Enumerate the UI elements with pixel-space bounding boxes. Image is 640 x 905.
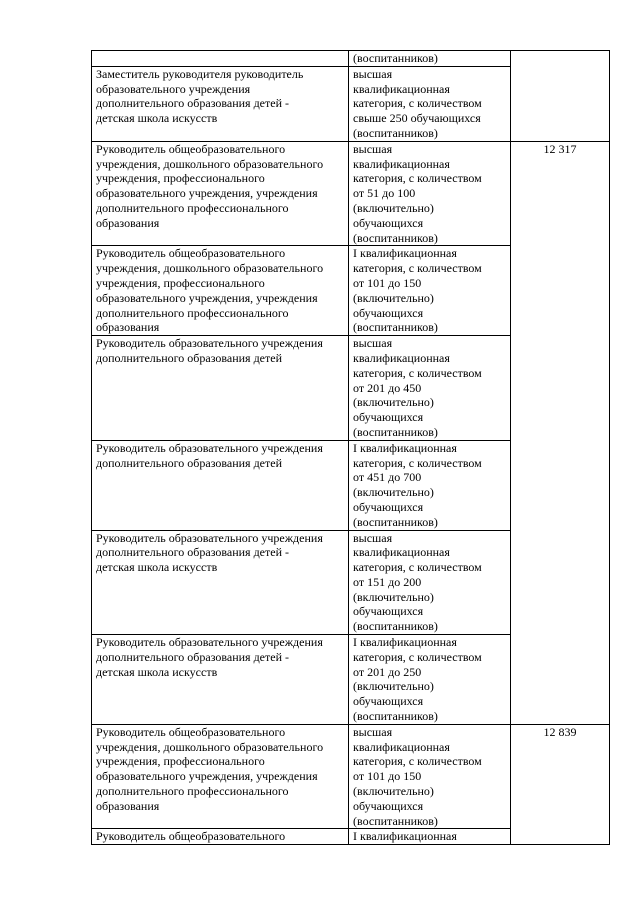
category-text: высшая квалификационная категория, с количеством от 201 до 450 (включительно) обучающихся (воспитанников) [353, 336, 482, 439]
category-text: I квалификационная категория, с количеством от 101 до 150 (включительно) обучающихся (воспитанников) [353, 246, 482, 335]
position-text: Руководитель общеобразовательного учреждения, дошкольного образовательного учреждения, профессионального образовательного учреждения, учреждения дополнительного профессионального образования [96, 724, 324, 813]
position-text: Руководитель образовательного учреждения дополнительного образования детей - детская школа искусств [96, 530, 323, 575]
position-cell [92, 66, 349, 141]
category-text: (воспитанников) [353, 51, 438, 65]
salary-text: 12 317 [543, 141, 577, 156]
category-text: I квалификационная категория, с количеством от 201 до 250 (включительно) обучающихся (воспитанников) [353, 635, 482, 724]
category-text: высшая квалификационная категория, с количеством свыше 250 обучающихся (воспитанников) [353, 66, 482, 140]
category-cell [349, 530, 511, 635]
table-row [92, 141, 610, 246]
category-cell [349, 66, 511, 141]
category-text: высшая квалификационная категория, с количеством от 101 до 150 (включительно) обучающихся (воспитанников) [353, 724, 482, 828]
category-text: высшая квалификационная категория, с количеством от 51 до 100 (включительно) обучающихся (воспитанников) [353, 141, 482, 245]
salary-table-body [92, 51, 610, 845]
position-cell [92, 141, 349, 246]
position-cell [92, 530, 349, 635]
position-text: Руководитель образовательного учреждения дополнительного образования детей [96, 336, 323, 365]
position-text: Руководитель образовательного учреждения дополнительного образования детей - детская школа искусств [96, 635, 323, 679]
position-text: Руководитель общеобразовательного [96, 829, 286, 844]
category-text: I квалификационная категория, с количеством от 451 до 700 (включительно) обучающихся (воспитанников) [353, 440, 482, 529]
position-cell [92, 829, 349, 845]
position-text: Заместитель руководителя руководитель образовательного учреждения дополнительного образования детей - детская школа искусств [96, 66, 304, 126]
position-cell [92, 635, 349, 725]
position-cell [92, 246, 349, 336]
salary-cell [511, 51, 610, 142]
salary-cell [511, 724, 610, 844]
document-page [91, 50, 610, 845]
position-cell [92, 724, 349, 829]
salary-cell [511, 141, 610, 724]
category-text: высшая квалификационная категория, с количеством от 151 до 200 (включительно) обучающихся (воспитанников) [353, 530, 482, 634]
position-cell [92, 440, 349, 530]
category-cell [349, 246, 511, 336]
category-cell [349, 635, 511, 725]
category-text: I квалификационная [353, 829, 457, 844]
salary-table [91, 50, 610, 845]
category-cell [349, 336, 511, 441]
position-text: Руководитель общеобразовательного учреждения, дошкольного образовательного учреждения, профессионального образовательного учреждения, учреждения дополнительного профессионального образования [96, 246, 324, 335]
position-text: Руководитель образовательного учреждения дополнительного образования детей [96, 440, 323, 470]
table-row [92, 51, 610, 67]
position-text: Руководитель общеобразовательного учреждения, дошкольного образовательного учреждения, профессионального образовательного учреждения, учреждения дополнительного профессионального образования [96, 141, 324, 230]
category-cell [349, 829, 511, 845]
position-cell [92, 51, 349, 67]
category-cell [349, 51, 511, 67]
position-cell [92, 336, 349, 441]
table-row [92, 724, 610, 829]
salary-text: 12 839 [543, 724, 577, 739]
category-cell [349, 724, 511, 829]
category-cell [349, 440, 511, 530]
category-cell [349, 141, 511, 246]
